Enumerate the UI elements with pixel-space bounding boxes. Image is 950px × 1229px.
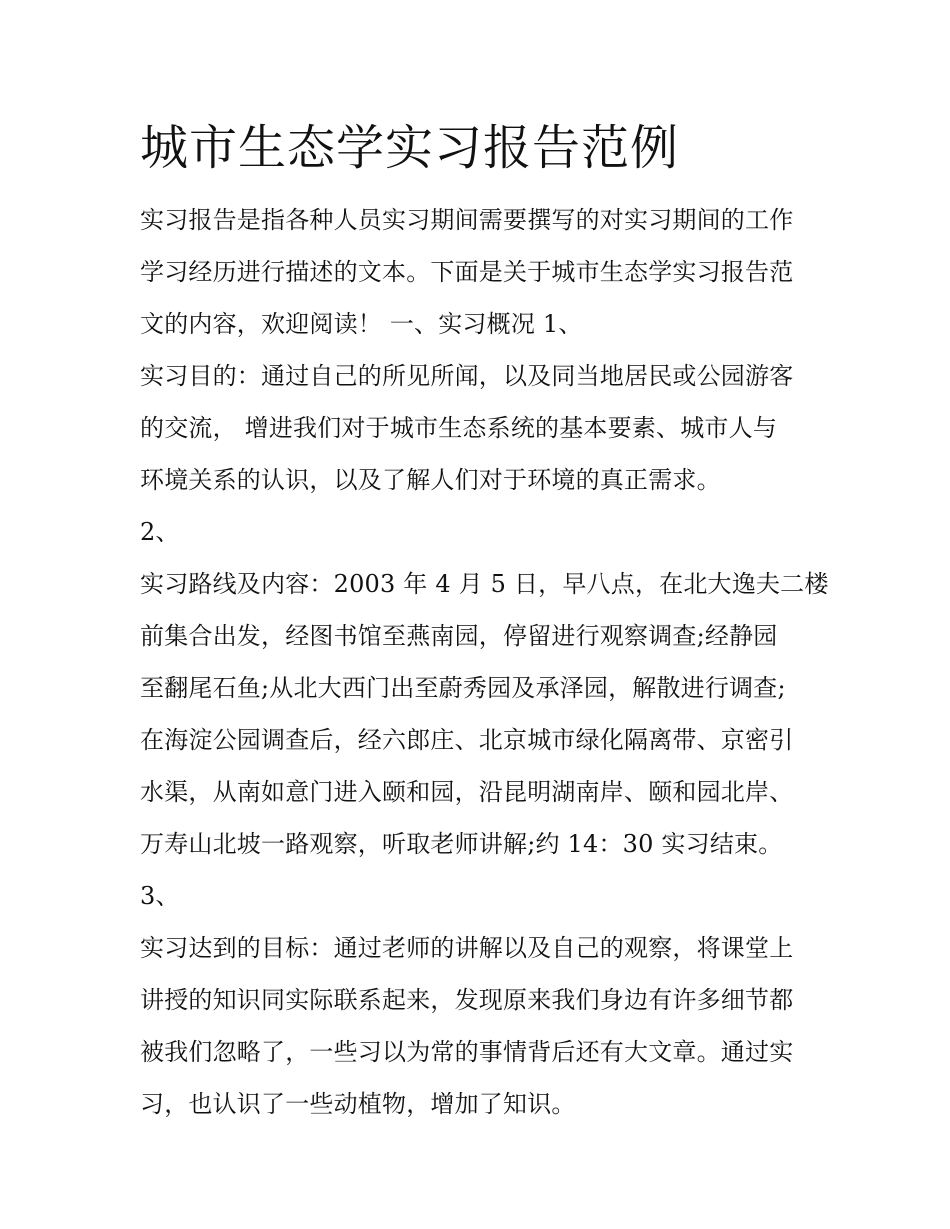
body-line: 讲授的知识同实际联系起来，发现原来我们身边有许多细节都	[140, 986, 794, 1014]
body-line: 在海淀公园调查后，经六郎庄、北京城市绿化隔离带、京密引	[140, 726, 794, 754]
body-line: 前集合出发，经图书馆至燕南园，停留进行观察调查;经静园	[140, 622, 778, 650]
body-line: 实习目的：通过自己的所见所闻，以及同当地居民或公园游客	[140, 362, 794, 390]
body-line: 至翻尾石鱼;从北大西门出至蔚秀园及承泽园，解散进行调查;	[140, 674, 786, 702]
section-number: 2、	[140, 518, 180, 546]
document-title: 城市生态学实习报告范例	[140, 120, 680, 176]
body-line: 文的内容，欢迎阅读！ 一、实习概况 1、	[140, 310, 583, 338]
body-line: 实习报告是指各种人员实习期间需要撰写的对实习期间的工作	[140, 206, 794, 234]
body-line: 被我们忽略了，一些习以为常的事情背后还有大文章。通过实	[140, 1038, 794, 1066]
body-line: 实习路线及内容：2003 年 4 月 5 日，早八点，在北大逸夫二楼	[140, 570, 829, 598]
body-line: 的交流， 增进我们对于城市生态系统的基本要素、城市人与	[140, 414, 778, 442]
body-line: 习，也认识了一些动植物，增加了知识。	[140, 1090, 576, 1118]
body-line: 万寿山北坡一路观察，听取老师讲解;约 14：30 实习结束。	[140, 830, 783, 858]
body-line: 水渠，从南如意门进入颐和园，沿昆明湖南岸、颐和园北岸、	[140, 778, 794, 806]
body-line: 环境关系的认识，以及了解人们对于环境的真正需求。	[140, 466, 721, 494]
body-line: 实习达到的目标：通过老师的讲解以及自己的观察，将课堂上	[140, 934, 794, 962]
body-line: 学习经历进行描述的文本。下面是关于城市生态学实习报告范	[140, 258, 794, 286]
section-number: 3、	[140, 882, 180, 910]
